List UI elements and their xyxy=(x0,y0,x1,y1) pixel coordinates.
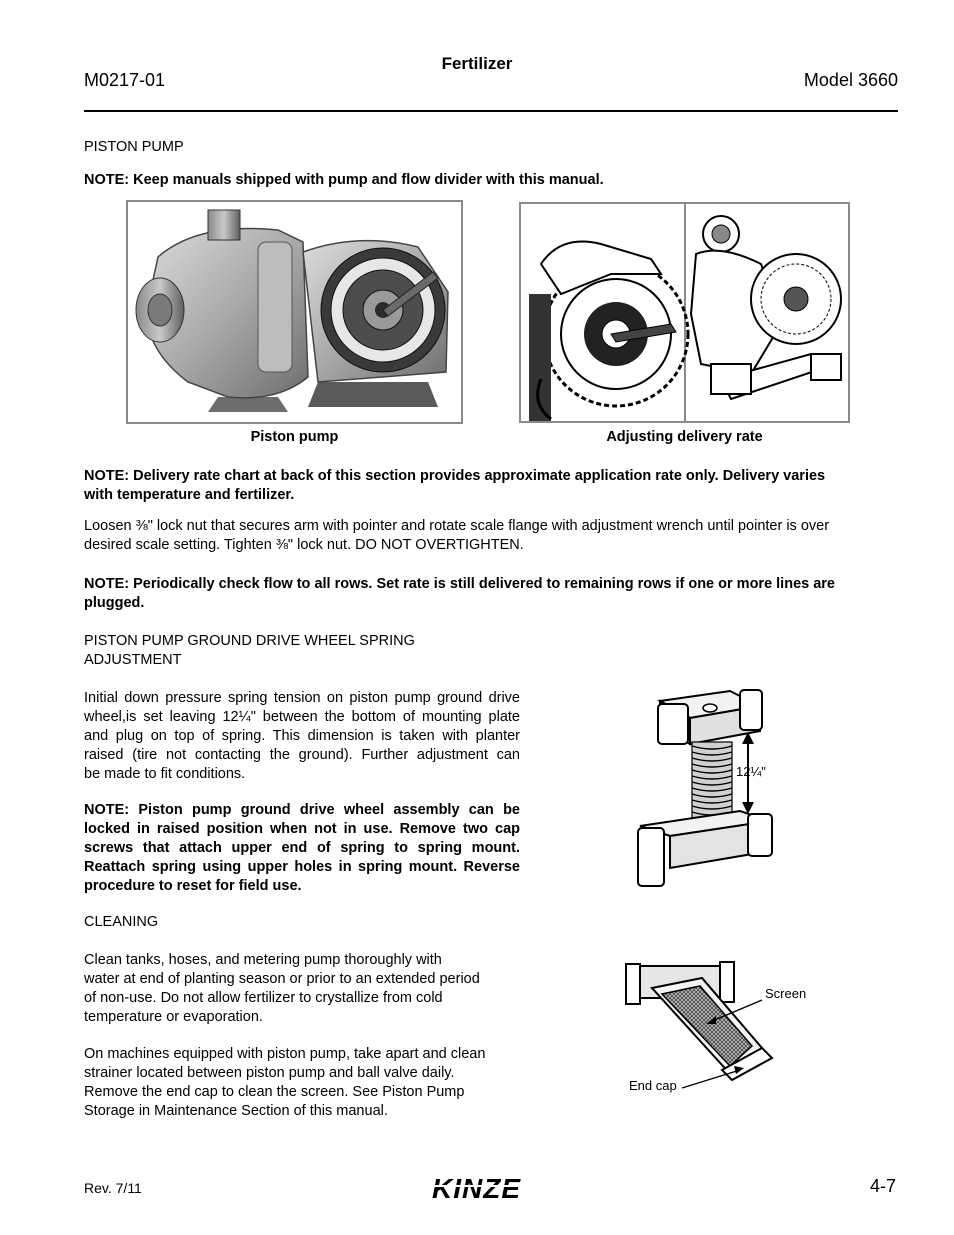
page-number: 4-7 xyxy=(869,1176,896,1196)
cleaning-para2-line: On machines equipped with piston pump, take apart and clean xyxy=(84,1046,486,1062)
spring-heading-line1: PISTON PUMP GROUND DRIVE WHEEL SPRING xyxy=(84,633,415,649)
cleaning-para2-line: Remove the end cap to clean the screen. See Piston Pump xyxy=(84,1084,465,1100)
model-name: Model 3660 xyxy=(803,70,898,90)
cleaning-para1-line: of non-use. Do not allow fertilizer to crystallize from cold xyxy=(84,990,443,1006)
note-flow-line2: plugged. xyxy=(84,595,145,611)
adjusting-illustration xyxy=(521,204,848,421)
note-delivery-line1: NOTE: Delivery rate chart at back of this section provides approximate application rate only. Delivery varies xyxy=(84,468,826,484)
cleaning-para1-line: temperature or evaporation. xyxy=(84,1009,263,1025)
spring-dimension-label: 12¼" xyxy=(736,764,766,779)
cleaning-para1-line: water at end of planting season or prior to an extended period xyxy=(84,971,480,987)
revision: Rev. 7/11 xyxy=(84,1180,142,1196)
note-manuals: NOTE: Keep manuals shipped with pump and flow divider with this manual. xyxy=(84,172,604,188)
cleaning-para2-line: Storage in Maintenance Section of this manual. xyxy=(84,1103,388,1119)
body-line1: Loosen ⅜" lock nut that secures arm with pointer and rotate scale flange with adjustment wrench until pointer is over xyxy=(84,518,830,534)
note-flow-line1: NOTE: Periodically check flow to all rows. Set rate is still delivered to remaining rows if one or more lines are xyxy=(84,576,835,592)
piston-pump-heading: PISTON PUMP xyxy=(84,139,184,155)
spring-note-line: procedure to reset for field use. xyxy=(84,878,302,894)
spring-body xyxy=(84,689,520,784)
cleaning-para1 xyxy=(84,951,480,1027)
spring-note-line: locked in raised position when not in use. Remove two cap xyxy=(84,821,520,837)
logo-text: KINZE xyxy=(432,1173,521,1204)
spring-note-line: screws that attach upper end of spring to spring mount. xyxy=(84,840,520,856)
spring-note-line: NOTE: Piston pump ground drive wheel assembly can be xyxy=(84,802,520,818)
screen-label: Screen xyxy=(765,986,807,1001)
piston-pump-photo xyxy=(126,200,463,424)
spring-note xyxy=(84,801,520,896)
caption-adjusting-delivery-rate: Adjusting delivery rate xyxy=(606,429,763,445)
end-cap-label: End cap xyxy=(629,1078,677,1093)
adjusting-delivery-rate-photo xyxy=(519,202,850,423)
note-delivery-line2: with temperature and fertilizer. xyxy=(84,487,295,503)
spring-body-line: wheel,is set leaving 12¼" between the bottom of mounting plate xyxy=(84,709,520,725)
kinze-logo xyxy=(428,1172,550,1204)
spring-heading-line2: ADJUSTMENT xyxy=(84,652,182,668)
caption-piston-pump: Piston pump xyxy=(250,429,339,445)
strainer-diagram xyxy=(622,958,822,1098)
body-line2: desired scale setting. Tighten ⅜" lock nut. DO NOT OVERTIGHTEN. xyxy=(84,537,524,553)
cleaning-para2 xyxy=(84,1045,485,1121)
spring-body-line: raised (tire not contacting the ground). Further adjustment can xyxy=(84,747,520,763)
spring-diagram xyxy=(630,686,780,892)
cleaning-heading: CLEANING xyxy=(84,914,159,930)
piston-pump-illustration xyxy=(128,202,461,422)
spring-body-line: and plug on top of spring. This dimension is taken with planter xyxy=(84,728,520,744)
spring-body-line: be made to fit conditions. xyxy=(84,766,246,782)
cleaning-para1-line: Clean tanks, hoses, and metering pump thoroughly with xyxy=(84,952,442,968)
header-rule xyxy=(84,110,898,112)
spring-note-line: Reattach spring using upper holes in spring mount. Reverse xyxy=(84,859,520,875)
cleaning-para2-line: strainer located between piston pump and ball valve daily. xyxy=(84,1065,455,1081)
spring-body-line: Initial down pressure spring tension on piston pump ground drive xyxy=(84,690,520,706)
doc-number: M0217-01 xyxy=(84,70,166,90)
section-title: Fertilizer xyxy=(441,54,513,73)
